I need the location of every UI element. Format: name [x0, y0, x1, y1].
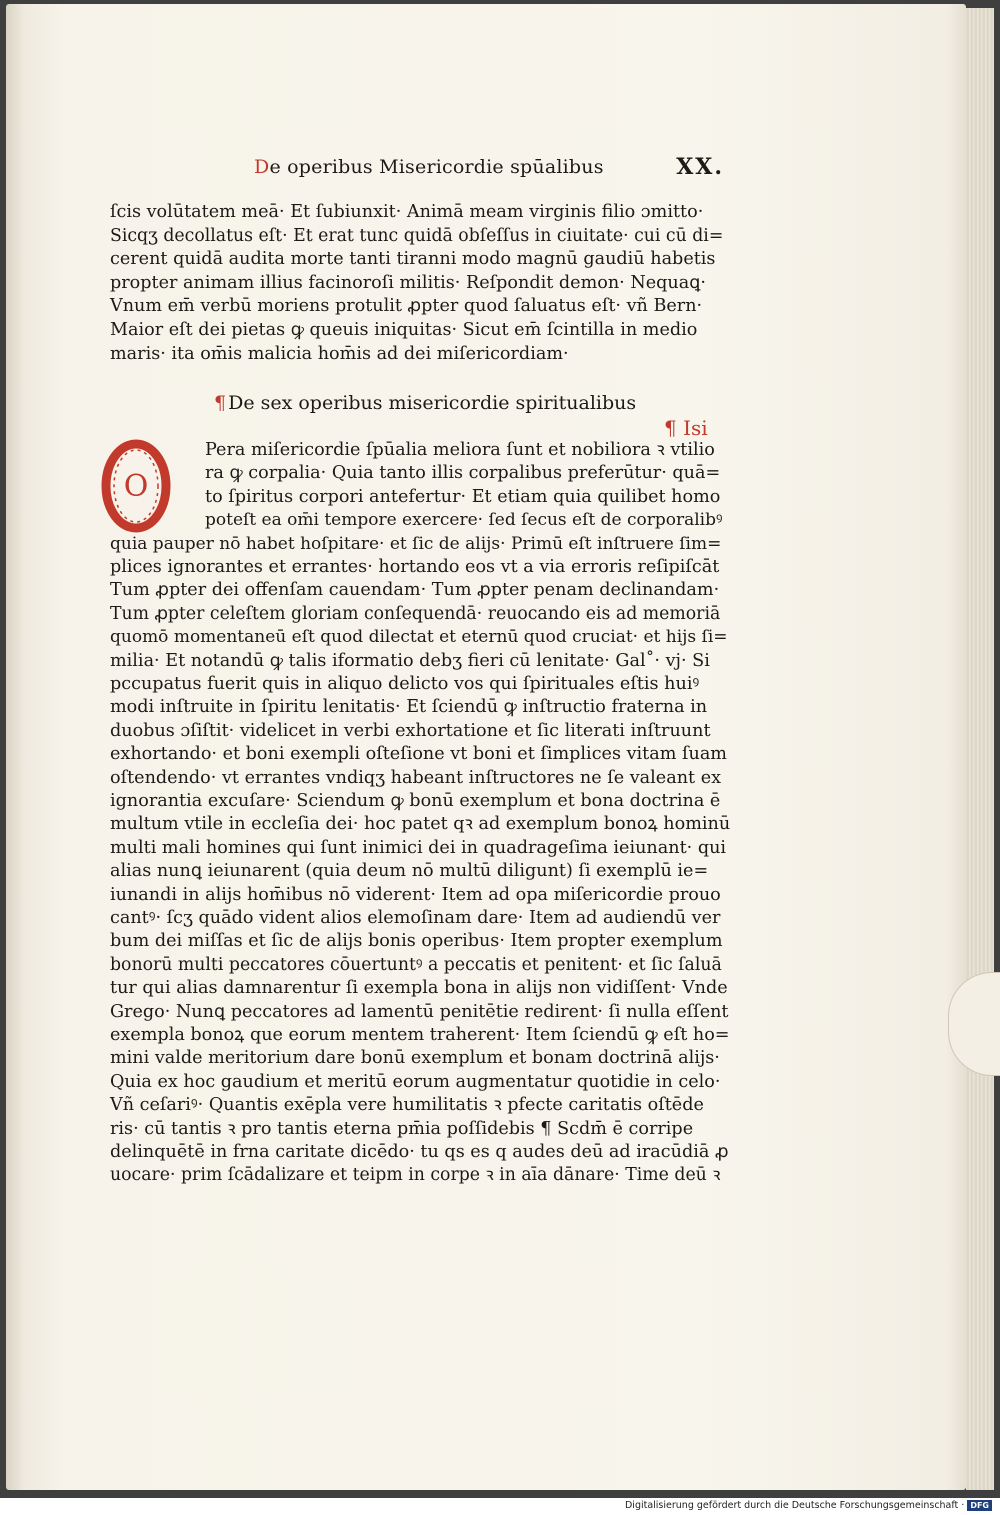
- section-heading-text: De sex operibus misericordie spiritualibus: [228, 392, 637, 414]
- text-line: Maior eſt dei pietas ꝙ queuis iniquitas· Sicut em̄ ſcintilla in medio: [110, 320, 698, 340]
- dfg-logo: DFG: [967, 1500, 992, 1511]
- running-title: [254, 156, 604, 178]
- text-line: exhortando· et boni exempli oſteſione vt boni et ſimplices vitam ſuam: [110, 744, 727, 765]
- page-edges: [966, 8, 994, 1490]
- text-line: Tum ꝓpter dei offenſam cauendam· Tum ꝓpter penam declinandam·: [110, 580, 720, 601]
- text-line: ra ꝙ corpalia· Quia tanto illis corpalibus preferūtur· quā=: [205, 463, 721, 484]
- text-line: Quia ex hoc gaudium et meritū eorum augmentatur quotidie in celo·: [110, 1071, 721, 1092]
- text-line: iunandi in alijs hom̄ibus nō viderent· Item ad opa miſericordie prouo: [110, 884, 721, 905]
- text-line: tur qui alias damnarentur ſi exempla bona in alijs non vidiſſent· Vnde: [110, 978, 728, 999]
- text-line: ſcis volūtatem meā· Et ſubiunxit· Animā meam virginis filio ɔmitto·: [110, 202, 704, 222]
- running-title-initial: D: [254, 156, 270, 178]
- initial-letter: O: [123, 469, 149, 504]
- text-line: Sicqʒ decollatus eſt· Et erat tunc quidā obſeſſus in ciuitate· cui cū di=: [110, 225, 724, 246]
- text-line: modi inſtruite in ſpiritu lenitatis· Et ſciendū ꝙ inſtructio fraterna in: [110, 697, 708, 718]
- text-line: Tum ꝓpter celeſtem gloriam conſequendā· reuocando eis ad memoriā: [110, 603, 721, 624]
- text-line: Pera miſericordie ſpūalia meliora ſunt et nobiliora ꝛ vtilio: [205, 440, 715, 460]
- text-line: cantꝰ· ſcʒ quādo vident alios elemoſinam dare· Item ad audiendū ver: [110, 908, 721, 928]
- text-line: plices ignorantes et errantes· hortando eos vt a via erroris reſipiſcāt: [110, 557, 720, 577]
- text-line: ignorantia excuſare· Sciendum ꝙ bonū exemplum et bona doctrina ē: [110, 791, 721, 811]
- credit-text: Digitalisierung gefördert durch die Deutsche Forschungsgemeinschaft ·: [624, 1500, 965, 1511]
- section-heading: [214, 392, 636, 414]
- text-line: uocare· prim ſcādalizare et teipm in corpe ꝛ in aīa dānare· Time deū ꝛ: [110, 1165, 721, 1186]
- text-line: Vnum em̄ verbū moriens protulit ꝓpter quod ſaluatus eſt· vñ Bern·: [110, 296, 703, 317]
- margin-note: ¶ Isi: [664, 416, 708, 440]
- text-line: duobus ɔſiſtit· videlicet in verbi exhortatione et ſic literati inſtruunt: [110, 720, 711, 741]
- text-line: exempla bonoꝝ que eorum mentem traherent· Item ſciendū ꝙ eſt ho=: [110, 1025, 730, 1045]
- text-line: ris· cū tantis ꝛ pro tantis eterna pm̄ia poſſidebis ¶ Scdm̄ ē corripe: [110, 1118, 694, 1139]
- text-line: maris· ita om̄is malicia hom̄is ad dei miſericordiam·: [110, 343, 569, 364]
- text-line: milia· Et notandū ꝙ talis iformatio debʒ fieri cū lenitate· Gal˚· vj· Si: [110, 650, 710, 671]
- paragraph-mark: ¶: [214, 392, 227, 414]
- decorated-initial-o: [92, 436, 188, 536]
- text-line: alias nunꝗ ieiunarent (quia deum nō multū diligunt) ſi exemplū ie=: [110, 861, 709, 882]
- folio-number: XX.: [676, 154, 724, 180]
- text-line: mini valde meritorium dare bonū exemplum et bonam doctrinā alijs·: [110, 1048, 720, 1069]
- text-line: quomō momentaneū eſt quod dilectat et eternū quod cruciat· et hijs ſi=: [110, 627, 728, 648]
- text-line: pccupatus fuerit quis in aliquo delicto vos qui ſpirituales eſtis huiꝰ: [110, 674, 700, 694]
- text-line: cerent quidā audita morte tanti tiranni modo magnū gaudiū habetis: [110, 249, 716, 270]
- text-line: oſtendendo· vt errantes vndiqʒ habeant inſtructores ne ſe valeant ex: [110, 767, 722, 788]
- text-line: multum vtile in eccleſia dei· hoc patet qꝛ ad exemplum bonoꝝ hominū: [110, 814, 731, 835]
- page-header: [254, 156, 724, 186]
- text-line: bum dei miſſas et ſic de alijs bonis operibus· Item propter exemplum: [110, 931, 723, 952]
- running-title-text: e operibus Misericordie spūalibus: [269, 156, 604, 178]
- text-line: multi mali homines qui ſunt inimici dei in quadrageſima ieiunant· qui: [110, 837, 727, 858]
- text-line: propter animam illius facinoroſi militis· Reſpondit demon· Nequaꝗ·: [110, 272, 707, 293]
- text-line: delinquētē in frna caritate dicēdo· tu qs es q audes deū ad iracūdiā ꝓ: [110, 1142, 729, 1162]
- text-line: Vñ ceſariꝰ· Quantis exēpla vere humilitatis ꝛ pfecte caritatis oſtēde: [110, 1095, 704, 1116]
- text-line: quia pauper nō habet hoſpitare· et ſic de alijs· Primū eſt inſtruere ſim=: [110, 533, 722, 554]
- digitization-credit: [625, 1500, 992, 1511]
- text-line: poteſt ea om̄i tempore exercere· ſed ſecus eſt de corporalibꝰ: [205, 510, 723, 531]
- text-line: to ſpiritus corpori antefertur· Et etiam quia quilibet homo: [205, 486, 721, 507]
- text-line: Grego· Nunꝗ peccatores ad lamentū penitētie redirent· ſi nulla eſſent: [110, 1001, 729, 1022]
- text-line: bonorū multi peccatores cōuertuntꝰ a peccatis et penitent· et ſic ſaluā: [110, 954, 722, 975]
